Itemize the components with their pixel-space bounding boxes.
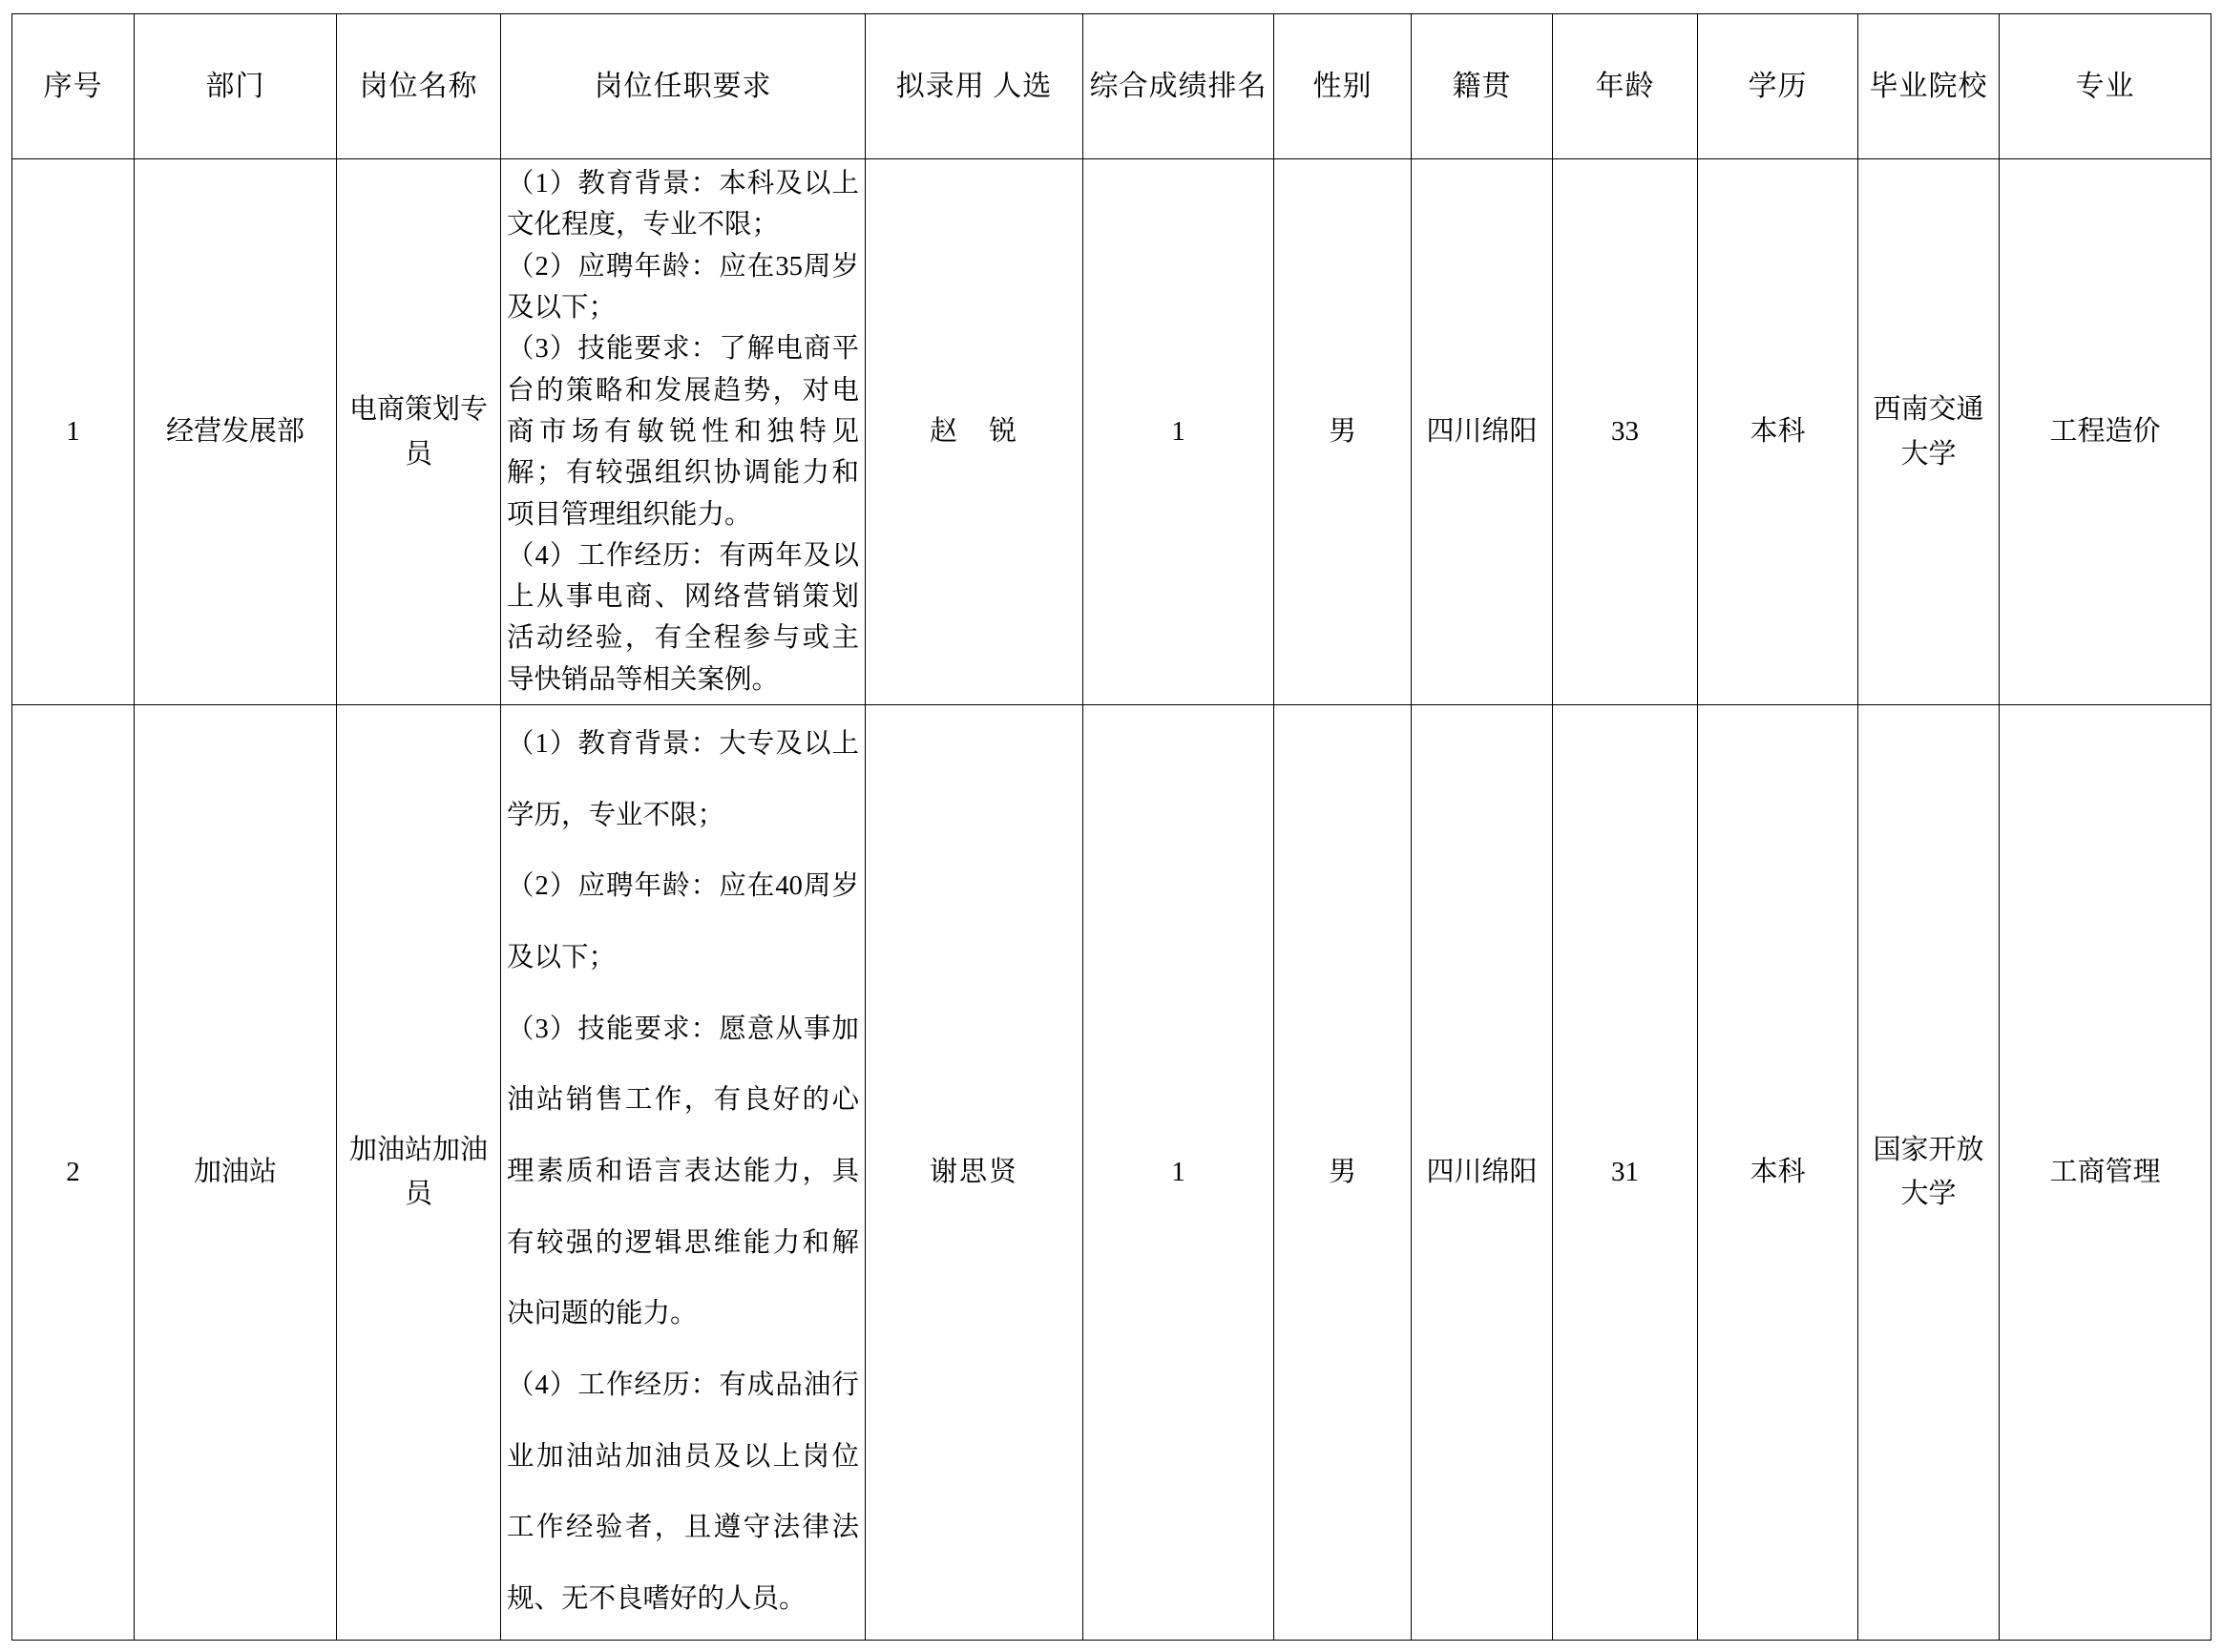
cell-department: 经营发展部 [135,159,337,705]
cell-education: 本科 [1698,159,1858,705]
header-text: 年龄 [1595,70,1655,102]
recruitment-table [11,13,2212,1641]
header-text: 部门 [205,70,265,102]
cell-gender: 男 [1274,159,1412,705]
column-header-school [1858,14,2000,159]
cell-post-name: 加油站加油员 [337,705,501,1641]
table-body [12,159,2212,1641]
requirement-line: （1）教育背景：本科及以上文化程度，专业不限； [507,169,859,240]
cell-native-place: 四川绵阳 [1412,159,1553,705]
column-header-gender [1274,14,1412,159]
header-text: 综合成绩排名 [1089,70,1268,102]
cell-department: 加油站 [135,705,337,1641]
requirement-line: （3）技能要求：了解电商平台的策略和发展趋势，对电商市场有敏锐性和独特见解；有较强组织协调能力和项目管理组织能力。 [507,334,859,530]
cell-index: 2 [12,705,135,1641]
column-header-age [1553,14,1698,159]
requirement-line: （1）教育背景：大专及以上学历，专业不限； [507,729,859,830]
column-header-education [1698,14,1858,159]
cell-school: 国家开放大学 [1858,705,2000,1641]
cell-candidate: 赵 锐 [866,159,1083,705]
column-header-post-name [337,14,501,159]
requirement-line: （4）工作经历：有成品油行业加油站加油员及以上岗位工作经验者，且遵守法律法规、无不良嗜好的人员。 [507,1370,859,1614]
table-row [12,705,2212,1641]
cell-requirements [501,705,866,1641]
column-header-index [12,14,135,159]
header-text: 专业 [2075,70,2135,102]
cell-school: 西南交通大学 [1858,159,2000,705]
column-header-requirements [501,14,866,159]
table-row [12,159,2212,705]
header-text: 序号 [43,70,103,102]
header-text: 毕业院校 [1869,70,1988,102]
header-text: 性别 [1312,70,1373,102]
header-text: 岗位名称 [359,70,478,102]
cell-native-place: 四川绵阳 [1412,705,1553,1641]
column-header-native-place [1412,14,1553,159]
cell-major: 工程造价 [2000,159,2212,705]
column-header-major [2000,14,2212,159]
cell-education: 本科 [1698,705,1858,1641]
cell-age: 33 [1553,159,1698,705]
requirement-line: （2）应聘年龄：应在40周岁及以下； [507,871,859,973]
requirement-line: （3）技能要求：愿意从事加油站销售工作，有良好的心理素质和语言表达能力，具有较强的逻辑思维能力和解决问题的能力。 [507,1014,859,1329]
header-text: 岗位任职要求 [594,70,772,102]
header-text: 学历 [1748,70,1808,102]
cell-rank: 1 [1083,705,1274,1641]
cell-candidate: 谢思贤 [866,705,1083,1641]
requirement-line: （4）工作经历：有两年及以上从事电商、网络营销策划活动经验，有全程参与或主导快销品等相关案例。 [507,540,859,695]
cell-requirements [501,159,866,705]
cell-major: 工商管理 [2000,705,2212,1641]
column-header-department [135,14,337,159]
cell-index: 1 [12,159,135,705]
header-text: 籍贯 [1452,70,1512,102]
cell-post-name: 电商策划专员 [337,159,501,705]
table-header [12,14,2212,159]
column-header-candidate [866,14,1083,159]
header-row [12,14,2212,159]
header-text: 拟录用 人选 [895,70,1053,102]
cell-age: 31 [1553,705,1698,1641]
cell-rank: 1 [1083,159,1274,705]
requirement-line: （2）应聘年龄：应在35周岁及以下； [507,251,859,323]
cell-gender: 男 [1274,705,1412,1641]
column-header-rank [1083,14,1274,159]
